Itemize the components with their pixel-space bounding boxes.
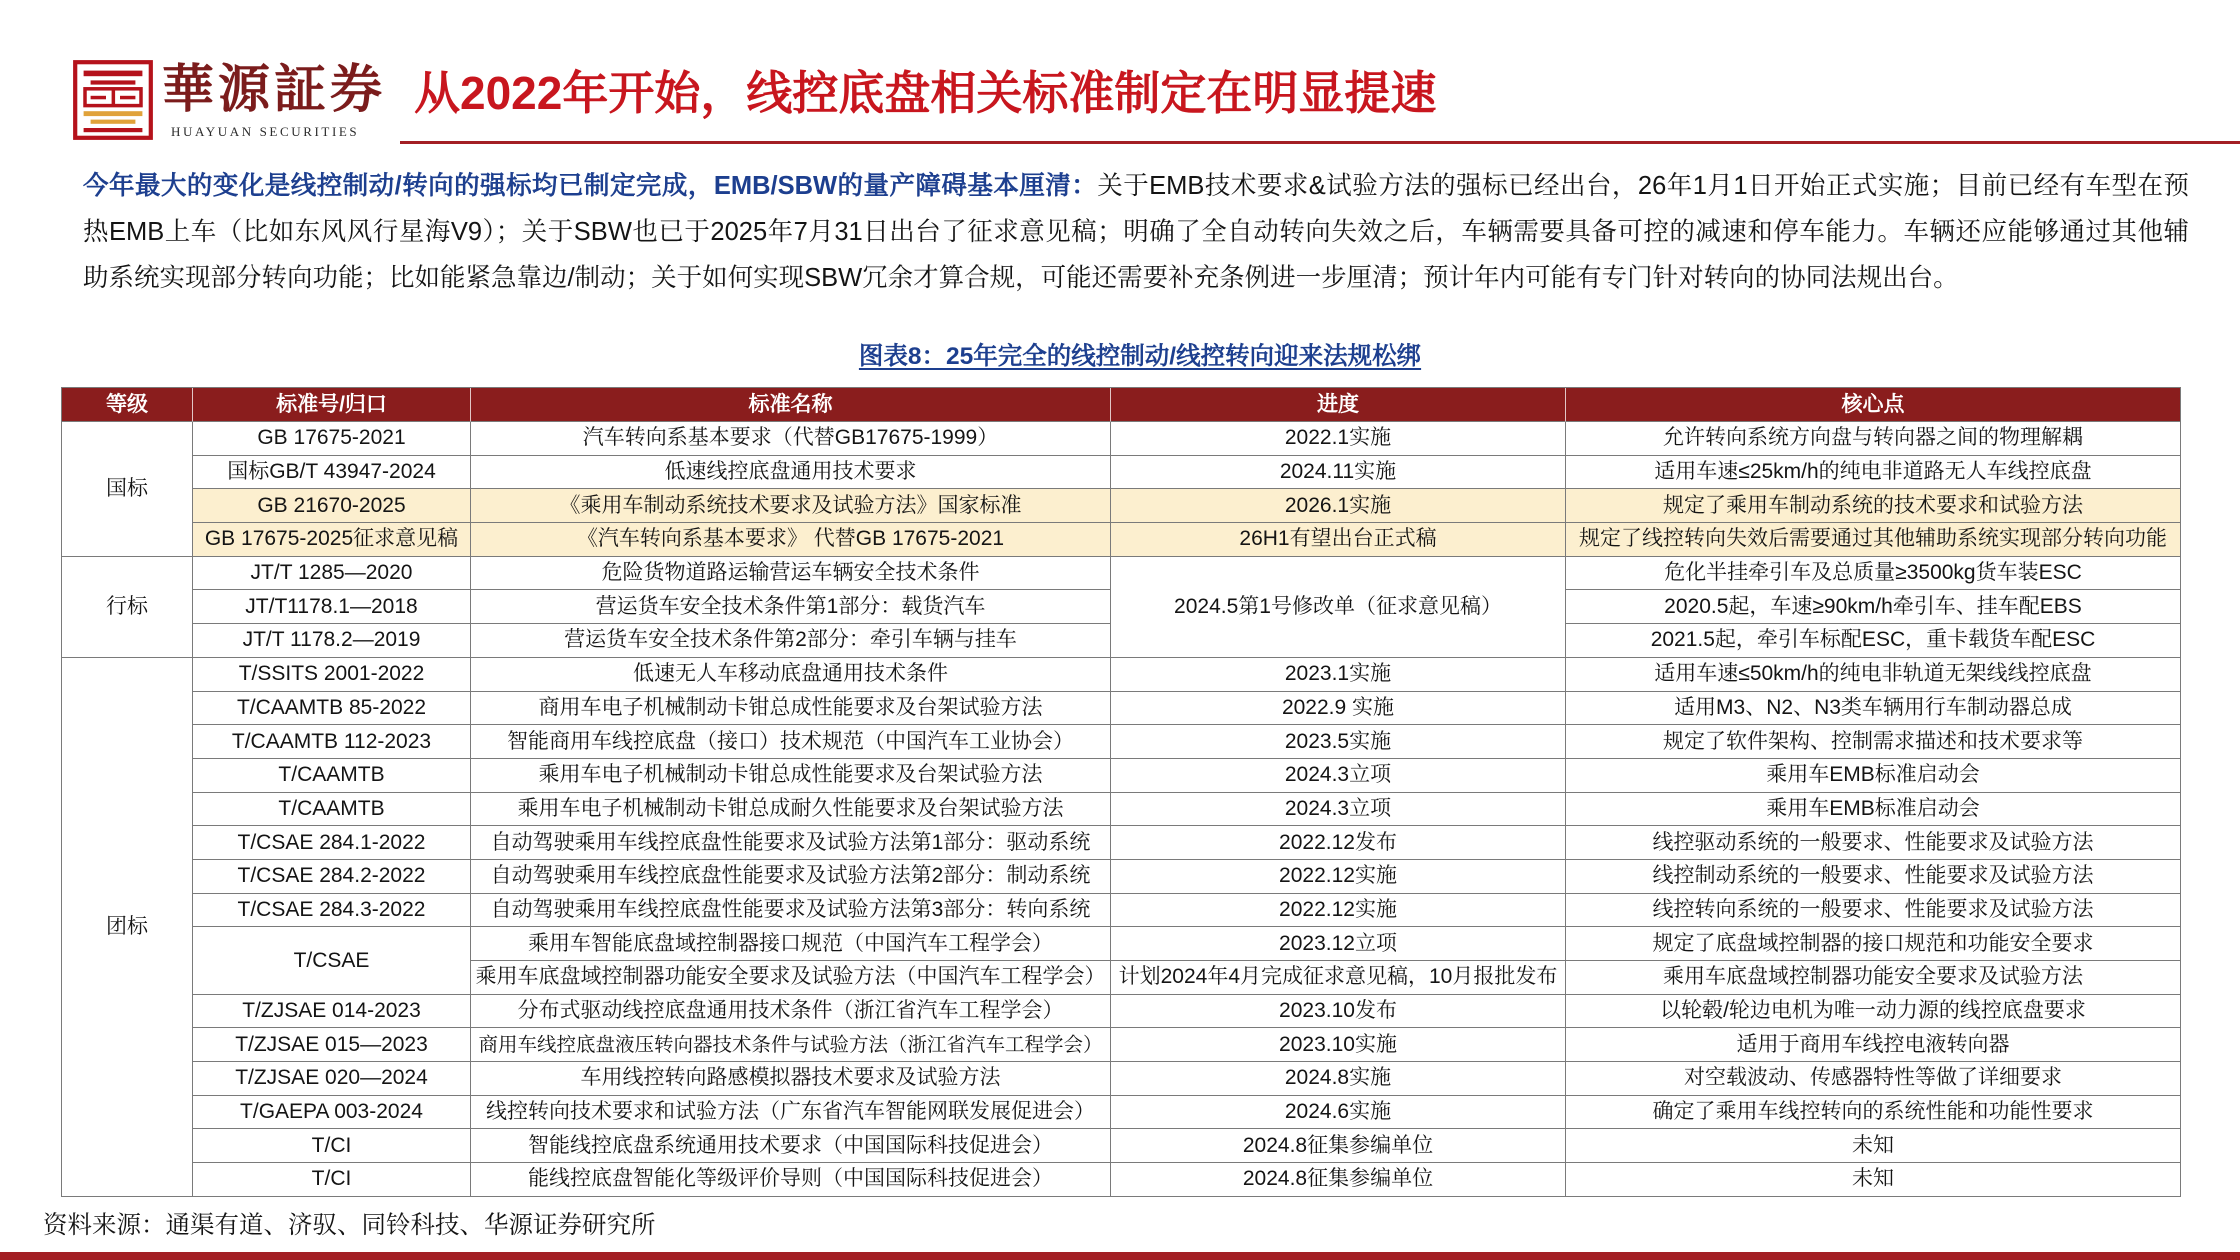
standard-code-cell [193,692,471,726]
standard-code-cell [193,793,471,827]
standard-code-text: T/ZJSAE 020—2024 [235,1066,428,1090]
progress-text: 2022.1实施 [1284,426,1392,450]
progress-cell [1111,489,1566,523]
key-point-text: 未知 [1852,1167,1894,1191]
key-point-cell [1566,557,2181,591]
progress-cell [1111,860,1566,894]
intro-line [83,163,2189,209]
standard-name-cell [471,624,1111,658]
key-point-cell [1566,759,2181,793]
standard-code-text: JT/T 1178.2—2019 [242,628,421,652]
progress-text: 2024.11实施 [1279,460,1397,484]
table-header-cell [471,388,1111,422]
progress-text: 2023.5实施 [1284,729,1392,753]
intro-line [83,255,2189,301]
progress-cell [1111,927,1566,961]
key-point-cell [1566,1129,2181,1163]
key-point-cell [1566,860,2181,894]
key-point-text: 确定了乘用车线控转向的系统性能和功能性要求 [1652,1100,2094,1124]
standard-name-text: 《乘用车制动系统技术要求及试验方法》国家标准 [559,493,1022,517]
progress-text: 2022.12实施 [1279,864,1397,888]
standard-code-text: JT/T1178.1—2018 [245,594,418,618]
key-point-cell [1566,995,2181,1029]
key-point-text: 2021.5起，牵引车标配ESC，重卡载货车配ESC [1650,628,2096,652]
standard-code-cell [193,523,471,557]
progress-cell [1111,1096,1566,1130]
page-title: 从2022年开始，线控底盘相关标准制定在明显提速 [414,67,1437,119]
standard-name-text: 自动驾驶乘用车线控底盘性能要求及试验方法第3部分：转向系统 [490,897,1091,921]
key-point-cell [1566,523,2181,557]
standard-name-cell [471,456,1111,490]
standard-name-text: 低速线控底盘通用技术要求 [664,460,917,484]
standard-name-cell [471,725,1111,759]
progress-text: 26H1有望出台正式稿 [1239,527,1437,551]
footer-bar [0,1252,2240,1260]
table-header-cell [193,388,471,422]
key-point-cell [1566,1028,2181,1062]
key-point-cell [1566,422,2181,456]
progress-cell [1111,1129,1566,1163]
standard-code-text: GB 17675-2025征求意见稿 [204,527,459,551]
progress-cell [1111,557,1566,658]
key-point-cell [1566,927,2181,961]
standard-name-cell [471,927,1111,961]
key-point-text: 规定了底盘域控制器的接口规范和功能安全要求 [1652,931,2094,955]
intro-line-text: 关于EMB技术要求&试验方法的强标已经出台，26年1月1日开始正式实施；目前已经有车型在预 [1097,172,2189,200]
key-point-text: 规定了线控转向失效后需要通过其他辅助系统实现部分转向功能 [1579,527,2167,551]
intro-lead-text: 今年最大的变化是线控制动/转向的强标均已制定完成，EMB/SBW的量产障碍基本厘清： [83,172,1098,200]
table-header-text: 核心点 [1841,392,1905,416]
progress-cell [1111,759,1566,793]
standard-name-cell [471,894,1111,928]
key-point-cell [1566,489,2181,523]
table-header-cell [1111,388,1566,422]
progress-text: 2024.5第1号修改单（征求意见稿） [1174,594,1502,618]
standard-code-cell [193,658,471,692]
standard-name-text: 乘用车智能底盘域控制器接口规范（中国汽车工程学会） [528,931,1053,955]
standard-code-text: T/CSAE 284.2-2022 [237,864,426,888]
key-point-text: 适用车速≤50km/h的纯电非轨道无架线线控底盘 [1654,662,2092,686]
table-header-text: 标准号/归口 [276,392,387,416]
table-header-text: 等级 [106,392,148,416]
key-point-cell [1566,894,2181,928]
standard-name-text: 商用车线控底盘液压转向器技术条件与试验方法（浙江省汽车工程学会） [478,1033,1103,1056]
standard-name-text: 分布式驱动线控底盘通用技术条件（浙江省汽车工程学会） [517,999,1064,1023]
key-point-text: 适用M3、N2、N3类车辆用行车制动器总成 [1674,695,2072,719]
standard-name-cell [471,590,1111,624]
progress-text: 2022.9 实施 [1281,695,1395,719]
key-point-text: 对空载波动、传感器特性等做了详细要求 [1684,1066,2062,1090]
progress-cell [1111,894,1566,928]
standard-name-cell [471,422,1111,456]
standard-code-text: T/CI [311,1133,352,1157]
progress-text: 2024.6实施 [1284,1100,1392,1124]
huayuan-emblem-icon [71,58,155,142]
standard-name-text: 低速无人车移动底盘通用技术条件 [633,662,948,686]
standard-name-text: 营运货车安全技术条件第2部分：牵引车辆与挂车 [564,628,1017,652]
standard-code-cell [193,1129,471,1163]
standard-code-cell [193,1028,471,1062]
standard-code-cell [193,624,471,658]
key-point-text: 线控制动系统的一般要求、性能要求及试验方法 [1652,864,2094,888]
progress-cell [1111,1163,1566,1197]
key-point-cell [1566,658,2181,692]
standard-name-cell [471,1096,1111,1130]
source-note: 资料来源：通渠有道、济驭、同铃科技、华源证券研究所 [43,1212,656,1239]
key-point-cell [1566,961,2181,995]
progress-cell [1111,793,1566,827]
standard-name-text: 商用车电子机械制动卡钳总成性能要求及台架试验方法 [538,695,1043,719]
intro-line-text: 热EMB上车（比如东风风行星海V9）；关于SBW也已于2025年7月31日出台了征求意见稿；明确了全自动转向失效之后，车辆需要具备可控的减速和停车能力。车辆还应能够通过其他辅 [83,218,2189,246]
standard-name-cell [471,826,1111,860]
grade-text: 国标 [106,476,148,500]
standard-name-cell [471,961,1111,995]
grade-cell [62,557,193,658]
standard-name-text: 自动驾驶乘用车线控底盘性能要求及试验方法第2部分：制动系统 [490,864,1091,888]
table-header-cell [1566,388,2181,422]
standard-name-cell [471,759,1111,793]
standard-code-text: T/CAAMTB 112-2023 [231,729,432,753]
standard-code-cell [193,1163,471,1197]
standards-table [61,387,2181,1197]
intro-line [83,209,2189,255]
standard-code-text: T/CAAMTB [278,763,385,787]
standard-code-text: JT/T 1285—2020 [250,561,413,585]
standard-name-text: 危险货物道路运输营运车辆安全技术条件 [601,561,980,585]
key-point-text: 规定了软件架构、控制需求描述和技术要求等 [1663,729,2083,753]
standard-name-text: 乘用车电子机械制动卡钳总成性能要求及台架试验方法 [538,763,1043,787]
key-point-text: 乘用车EMB标准启动会 [1766,796,1980,820]
progress-cell [1111,658,1566,692]
grade-text: 团标 [106,914,148,938]
key-point-text: 未知 [1852,1133,1894,1157]
key-point-cell [1566,826,2181,860]
progress-text: 2022.12发布 [1279,830,1397,854]
standard-code-text: T/SSITS 2001-2022 [238,662,425,686]
standard-name-text: 《汽车转向系基本要求》 代替GB 17675-2021 [576,527,1005,551]
standard-name-text: 自动驾驶乘用车线控底盘性能要求及试验方法第1部分：驱动系统 [490,830,1091,854]
standard-code-cell [193,826,471,860]
standard-code-text: GB 17675-2021 [257,426,406,450]
title-divider [400,141,2240,144]
key-point-cell [1566,793,2181,827]
progress-cell [1111,523,1566,557]
standard-name-text: 智能商用车线控底盘（接口）技术规范（中国汽车工业协会） [507,729,1074,753]
table-header-cell [62,388,193,422]
intro-line-text: 助系统实现部分转向功能；比如能紧急靠边/制动；关于如何实现SBW冗余才算合规，可能还需要补充条例进一步厘清；预计年内可能有专门针对转向的协同法规出台。 [83,264,1959,292]
progress-cell [1111,422,1566,456]
standard-name-cell [471,692,1111,726]
progress-cell [1111,826,1566,860]
standard-code-cell [193,489,471,523]
standard-code-text: T/ZJSAE 014-2023 [242,999,421,1023]
key-point-text: 线控驱动系统的一般要求、性能要求及试验方法 [1652,830,2094,854]
standard-name-cell [471,523,1111,557]
key-point-cell [1566,624,2181,658]
key-point-text: 规定了乘用车制动系统的技术要求和试验方法 [1663,493,2083,517]
table-header-text: 标准名称 [748,392,833,416]
progress-text: 2024.8实施 [1284,1066,1392,1090]
progress-text: 2023.10实施 [1279,1032,1397,1056]
standard-name-text: 能线控底盘智能化等级评价导则（中国国际科技促进会） [528,1167,1053,1191]
standard-name-text: 汽车转向系基本要求（代替GB17675-1999） [582,426,999,450]
progress-cell [1111,456,1566,490]
standard-code-cell [193,590,471,624]
standard-name-cell [471,1062,1111,1096]
standard-name-cell [471,860,1111,894]
standard-code-cell [193,995,471,1029]
progress-text: 2023.1实施 [1284,662,1392,686]
progress-cell [1111,961,1566,995]
progress-text: 2024.3立项 [1284,763,1392,787]
standard-name-cell [471,1028,1111,1062]
standard-code-text: GB 21670-2025 [257,493,406,517]
progress-text: 2024.3立项 [1284,796,1392,820]
standard-name-cell [471,1163,1111,1197]
key-point-text: 乘用车EMB标准启动会 [1766,763,1980,787]
standard-code-text: T/CSAE 284.3-2022 [237,897,426,921]
standard-name-text: 乘用车电子机械制动卡钳总成耐久性能要求及台架试验方法 [517,796,1064,820]
standard-code-cell [193,557,471,591]
progress-text: 2024.8征集参编单位 [1242,1167,1434,1191]
standard-code-cell [193,422,471,456]
key-point-cell [1566,1096,2181,1130]
key-point-text: 危化半挂牵引车及总质量≥3500kg货车装ESC [1664,561,2082,585]
progress-text: 计划2024年4月完成征求意见稿，10月报批发布 [1118,965,1558,989]
brand-name-cn: 華源証券 [162,62,387,119]
standard-code-text: 国标GB/T 43947-2024 [227,460,436,484]
key-point-text: 适用车速≤25km/h的纯电非道路无人车线控底盘 [1654,460,2092,484]
standard-name-cell [471,793,1111,827]
standard-code-text: T/CAAMTB [278,796,385,820]
progress-cell [1111,995,1566,1029]
standard-name-cell [471,489,1111,523]
key-point-text: 乘用车底盘域控制器功能安全要求及试验方法 [1663,965,2083,989]
standard-name-cell [471,995,1111,1029]
standard-name-text: 线控转向技术要求和试验方法（广东省汽车智能网联发展促进会） [486,1100,1095,1124]
standard-name-text: 营运货车安全技术条件第1部分：载货汽车 [595,594,986,618]
standard-code-cell [193,759,471,793]
grade-cell [62,422,193,557]
standard-name-text: 乘用车底盘域控制器功能安全要求及试验方法（中国汽车工程学会） [475,965,1106,989]
progress-cell [1111,692,1566,726]
grade-text: 行标 [106,594,148,618]
standard-name-text: 车用线控转向路感模拟器技术要求及试验方法 [580,1066,1001,1090]
key-point-text: 允许转向系统方向盘与转向器之间的物理解耦 [1663,426,2083,450]
table-header-text: 进度 [1317,392,1359,416]
key-point-text: 2020.5起，车速≥90km/h牵引车、挂车配EBS [1664,594,2082,618]
standard-code-text: T/CSAE 284.1-2022 [237,830,426,854]
progress-cell [1111,1062,1566,1096]
standard-name-cell [471,658,1111,692]
grade-cell [62,658,193,1197]
key-point-text: 线控转向系统的一般要求、性能要求及试验方法 [1652,897,2094,921]
standard-code-cell [193,894,471,928]
standard-code-text: T/GAEPA 003-2024 [240,1100,423,1124]
standard-code-cell [193,725,471,759]
key-point-cell [1566,1163,2181,1197]
key-point-cell [1566,590,2181,624]
progress-text: 2023.12立项 [1279,931,1397,955]
progress-cell [1111,1028,1566,1062]
standard-code-cell [193,927,471,994]
brand-name-en: HUAYUAN SECURITIES [171,124,360,139]
standard-code-cell [193,456,471,490]
standard-name-cell [471,1129,1111,1163]
standard-code-text: T/ZJSAE 015—2023 [235,1032,428,1056]
key-point-cell [1566,1062,2181,1096]
standard-code-text: T/CI [311,1167,352,1191]
standard-code-cell [193,1062,471,1096]
standard-code-cell [193,1096,471,1130]
key-point-text: 适用于商用车线控电液转向器 [1736,1032,2010,1056]
table-caption: 图表8：25年完全的线控制动/线控转向迎来法规松绑 [858,343,1422,370]
key-point-cell [1566,725,2181,759]
progress-text: 2024.8征集参编单位 [1242,1133,1434,1157]
standard-name-text: 智能线控底盘系统通用技术要求（中国国际科技促进会） [528,1133,1053,1157]
progress-text: 2026.1实施 [1284,493,1392,517]
standard-code-text: T/CSAE [293,948,370,972]
key-point-cell [1566,692,2181,726]
key-point-cell [1566,456,2181,490]
progress-text: 2022.12实施 [1279,897,1397,921]
intro-paragraph [83,163,2189,301]
standard-name-cell [471,557,1111,591]
standard-code-text: T/CAAMTB 85-2022 [236,695,427,719]
standard-code-cell [193,860,471,894]
progress-cell [1111,725,1566,759]
logo-emblem-svg [71,58,155,142]
progress-text: 2023.10发布 [1279,999,1397,1023]
key-point-text: 以轮毂/轮边电机为唯一动力源的线控底盘要求 [1660,999,2086,1023]
